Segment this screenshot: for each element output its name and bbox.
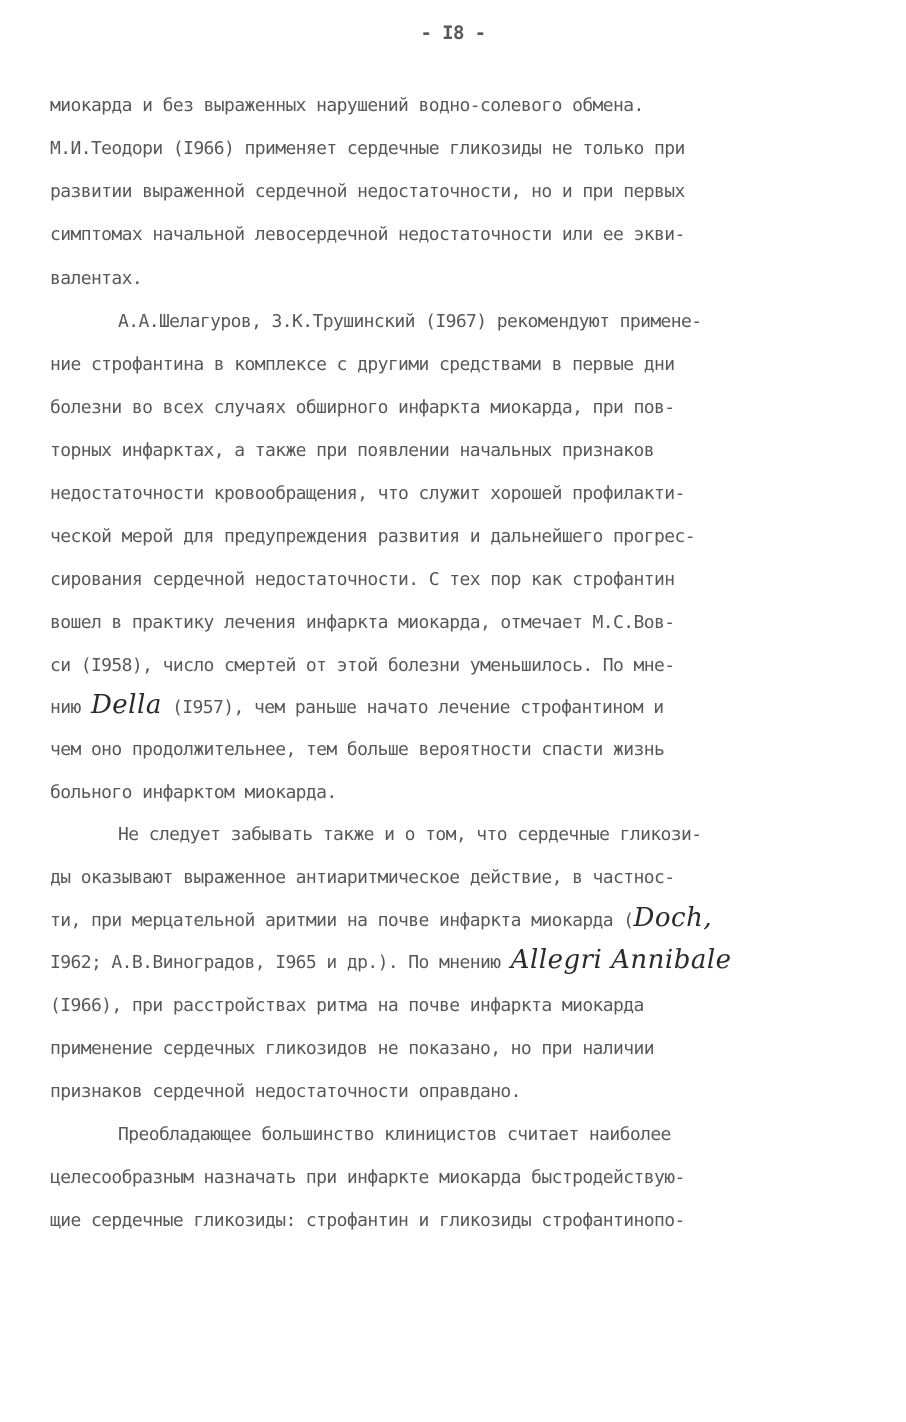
text-line: щие сердечные гликозиды: строфантин и гликозиды строфантинопо- bbox=[50, 1210, 685, 1231]
text-line: ды оказывают выраженное антиаритмическое действие, в частнос- bbox=[50, 867, 675, 888]
text-fragment: нию bbox=[50, 697, 91, 718]
text-line: болезни во всех случаях обширного инфаркта миокарда, при пов- bbox=[50, 397, 675, 418]
text-line: си (I958), число смертей от этой болезни уменьшилось. По мне- bbox=[50, 655, 675, 676]
text-line-with-handwriting bbox=[50, 903, 713, 933]
text-line: М.И.Теодори (I966) применяет сердечные гликозиды не только при bbox=[50, 138, 685, 159]
text-fragment: (I957), чем раньше начато лечение строфантином и bbox=[161, 697, 664, 718]
text-line: целесообразным назначать при инфаркте миокарда быстродействую- bbox=[50, 1167, 685, 1188]
text-line: сирования сердечной недостаточности. С тех пор как строфантин bbox=[50, 569, 675, 590]
text-line: чем оно продолжительнее, тем больше вероятности спасти жизнь bbox=[50, 739, 665, 760]
text-line: вошел в практику лечения инфаркта миокарда, отмечает М.С.Вов- bbox=[50, 612, 675, 633]
text-fragment: ти, при мерцательной аритмии на почве инфаркта миокарда ( bbox=[50, 910, 634, 931]
text-line: ние строфантина в комплексе с другими средствами в первые дни bbox=[50, 354, 675, 375]
paragraph-first-line: Не следует забывать также и о том, что сердечные гликози- bbox=[118, 824, 702, 845]
text-line: (I966), при расстройствах ритма на почве инфаркта миокарда bbox=[50, 995, 644, 1016]
text-line: недостаточности кровообращения, что служит хорошей профилакти- bbox=[50, 483, 685, 504]
text-line: симптомах начальной левосердечной недостаточности или ее экви- bbox=[50, 224, 685, 245]
page-number: - I8 - bbox=[420, 22, 486, 44]
text-line: больного инфарктом миокарда. bbox=[50, 782, 337, 803]
text-fragment: I962; А.В.Виноградов, I965 и др.). По мнению bbox=[50, 952, 511, 973]
handwritten-name: Doch, bbox=[633, 903, 713, 933]
text-line: ческой мерой для предупреждения развития и дальнейшего прогрес- bbox=[50, 526, 695, 547]
text-line-with-handwriting bbox=[50, 690, 664, 720]
text-line: валентах. bbox=[50, 268, 143, 289]
text-line: признаков сердечной недостаточности оправдано. bbox=[50, 1081, 521, 1102]
text-line: развитии выраженной сердечной недостаточности, но и при первых bbox=[50, 181, 685, 202]
text-line: миокарда и без выраженных нарушений водно-солевого обмена. bbox=[50, 95, 644, 116]
text-line: торных инфарктах, а также при появлении начальных признаков bbox=[50, 440, 654, 461]
text-line-with-handwriting bbox=[50, 945, 732, 975]
handwritten-name: Della bbox=[90, 690, 162, 720]
text-line: применение сердечных гликозидов не показано, но при наличии bbox=[50, 1038, 654, 1059]
paragraph-first-line: А.А.Шелагуров, З.К.Трушинский (I967) рекомендуют примене- bbox=[118, 311, 702, 332]
handwritten-name: Allegri Annibale bbox=[510, 945, 732, 975]
paragraph-first-line: Преобладающее большинство клиницистов считает наиболее bbox=[118, 1124, 671, 1145]
